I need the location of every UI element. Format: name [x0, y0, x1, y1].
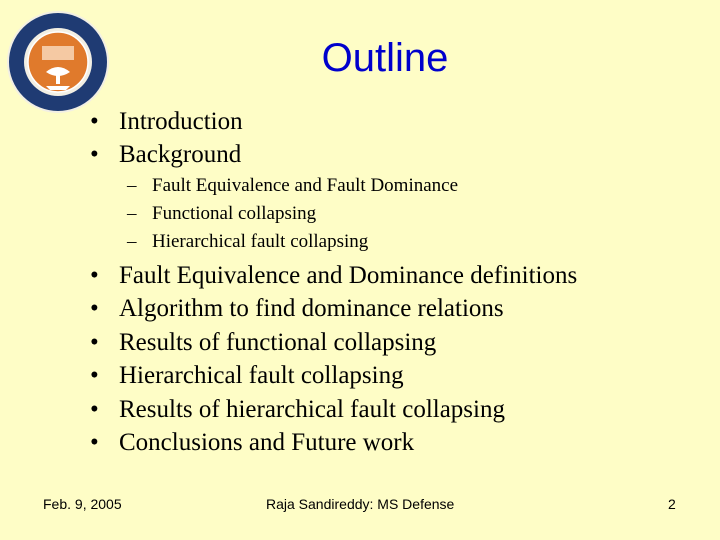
- bullet-item: [90, 360, 404, 392]
- sub-bullet-item: [127, 173, 458, 199]
- bullet-text: Fault Equivalence and Dominance definitions: [119, 262, 578, 289]
- bullet-text: Background: [119, 141, 242, 168]
- bullet-marker: •: [90, 329, 99, 356]
- bullet-marker: •: [90, 362, 99, 389]
- footer-presenter: Raja Sandireddy: MS Defense: [266, 496, 455, 512]
- sub-bullet-marker: –: [127, 203, 137, 224]
- slide-title: Outline: [321, 36, 449, 80]
- bullet-marker: •: [90, 108, 99, 135]
- bullet-marker: •: [90, 429, 99, 456]
- bullet-item: [90, 394, 505, 426]
- sub-bullet-text: Functional collapsing: [152, 203, 317, 224]
- sub-bullet-item: [127, 229, 368, 255]
- sub-bullet-text: Fault Equivalence and Fault Dominance: [152, 175, 459, 196]
- bullet-text: Results of functional collapsing: [119, 329, 437, 356]
- bullet-text: Conclusions and Future work: [119, 429, 415, 456]
- bullet-item: [90, 427, 414, 459]
- bullet-item: [90, 139, 241, 171]
- bullet-item: [90, 106, 243, 138]
- sub-bullet-marker: –: [127, 175, 137, 196]
- sub-bullet-item: [127, 201, 316, 227]
- bullet-marker: •: [90, 396, 99, 423]
- bullet-item: [90, 260, 577, 292]
- bullet-text: Introduction: [119, 108, 243, 135]
- page-number: 2: [668, 496, 676, 512]
- bullet-item: [90, 293, 504, 325]
- bullet-marker: •: [90, 262, 99, 289]
- sub-bullet-marker: –: [127, 231, 137, 252]
- bullet-item: [90, 327, 436, 359]
- bullet-text: Hierarchical fault collapsing: [119, 362, 404, 389]
- bullet-text: Results of hierarchical fault collapsing: [119, 396, 505, 423]
- bullet-marker: •: [90, 295, 99, 322]
- footer-date: Feb. 9, 2005: [43, 496, 122, 512]
- bullet-text: Algorithm to find dominance relations: [119, 295, 504, 322]
- bullet-marker: •: [90, 141, 99, 168]
- sub-bullet-text: Hierarchical fault collapsing: [152, 231, 369, 252]
